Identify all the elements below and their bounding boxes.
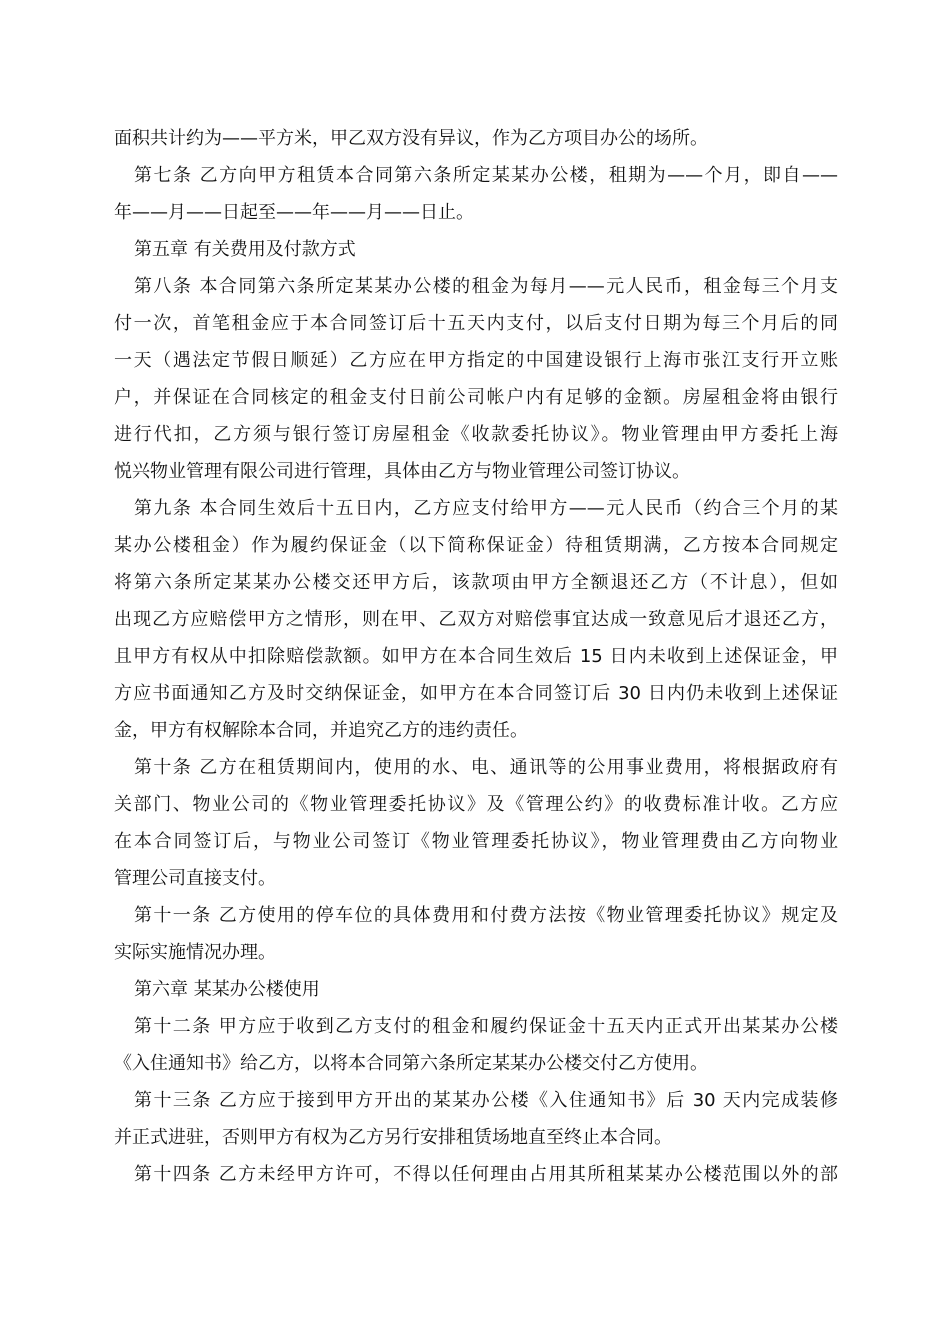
text-line: 在本合同签订后，与物业公司签订《物业管理委托协议》，物业管理费由乙方向物业 bbox=[114, 831, 838, 852]
text-line: 金，甲方有权解除本合同，并追究乙方的违约责任。 bbox=[114, 720, 528, 741]
text-line: 出现乙方应赔偿甲方之情形，则在甲、乙双方对赔偿事宜达成一致意见后才退还乙方， bbox=[114, 609, 838, 630]
text-line: 管理公司直接支付。 bbox=[114, 868, 276, 889]
text-line: 实际实施情况办理。 bbox=[114, 942, 276, 963]
clause-9-heading-line: 第九条 本合同生效后十五日内，乙方应支付给甲方——元人民币（约合三个月的某 bbox=[134, 498, 838, 519]
text-line: 户，并保证在合同核定的租金支付日前公司帐户内有足够的金额。房屋租金将由银行 bbox=[114, 387, 838, 408]
text-line: 关部门、物业公司的《物业管理委托协议》及《管理公约》的收费标准计收。乙方应 bbox=[114, 794, 838, 815]
clause-7-heading-line: 第七条 乙方向甲方租赁本合同第六条所定某某办公楼，租期为——个月，即自—— bbox=[134, 165, 838, 186]
text-line: 面积共计约为——平方米，甲乙双方没有异议，作为乙方项目办公的场所。 bbox=[114, 128, 708, 149]
chapter-5-heading: 第五章 有关费用及付款方式 bbox=[134, 239, 356, 260]
clause-10-heading-line: 第十条 乙方在租赁期间内，使用的水、电、通讯等的公用事业费用，将根据政府有 bbox=[134, 757, 838, 778]
text-line: 一天（遇法定节假日顺延）乙方应在甲方指定的中国建设银行上海市张江支行开立账 bbox=[114, 350, 838, 371]
clause-8-heading-line: 第八条 本合同第六条所定某某办公楼的租金为每月——元人民币，租金每三个月支 bbox=[134, 276, 838, 297]
clause-12-heading-line: 第十二条 甲方应于收到乙方支付的租金和履约保证金十五天内正式开出某某办公楼 bbox=[134, 1016, 838, 1037]
text-line: 某办公楼租金）作为履约保证金（以下简称保证金）待租赁期满，乙方按本合同规定 bbox=[114, 535, 838, 556]
text-line: 并正式进驻，否则甲方有权为乙方另行安排租赁场地直至终止本合同。 bbox=[114, 1127, 672, 1148]
clause-11-heading-line: 第十一条 乙方使用的停车位的具体费用和付费方法按《物业管理委托协议》规定及 bbox=[134, 905, 838, 926]
text-line: 年——月——日起至——年——月——日止。 bbox=[114, 202, 474, 223]
text-line: 且甲方有权从中扣除赔偿款额。如甲方在本合同生效后 15 日内未收到上述保证金，甲 bbox=[114, 646, 838, 667]
document-body bbox=[114, 120, 838, 1193]
text-line: 将第六条所定某某办公楼交还甲方后，该款项由甲方全额退还乙方（不计息），但如 bbox=[114, 572, 838, 593]
text-line: 悦兴物业管理有限公司进行管理，具体由乙方与物业管理公司签订协议。 bbox=[114, 461, 690, 482]
text-line: 进行代扣，乙方须与银行签订房屋租金《收款委托协议》。物业管理由甲方委托上海 bbox=[114, 424, 838, 445]
clause-13-heading-line: 第十三条 乙方应于接到甲方开出的某某办公楼《入住通知书》后 30 天内完成装修 bbox=[134, 1090, 838, 1111]
text-line: 方应书面通知乙方及时交纳保证金，如甲方在本合同签订后 30 日内仍未收到上述保证 bbox=[114, 683, 838, 704]
text-line: 付一次，首笔租金应于本合同签订后十五天内支付，以后支付日期为每三个月后的同 bbox=[114, 313, 838, 334]
clause-14-heading-line: 第十四条 乙方未经甲方许可，不得以任何理由占用其所租某某办公楼范围以外的部 bbox=[134, 1164, 838, 1185]
chapter-6-heading: 第六章 某某办公楼使用 bbox=[134, 979, 320, 1000]
text-line: 《入住通知书》给乙方，以将本合同第六条所定某某办公楼交付乙方使用。 bbox=[114, 1053, 708, 1074]
